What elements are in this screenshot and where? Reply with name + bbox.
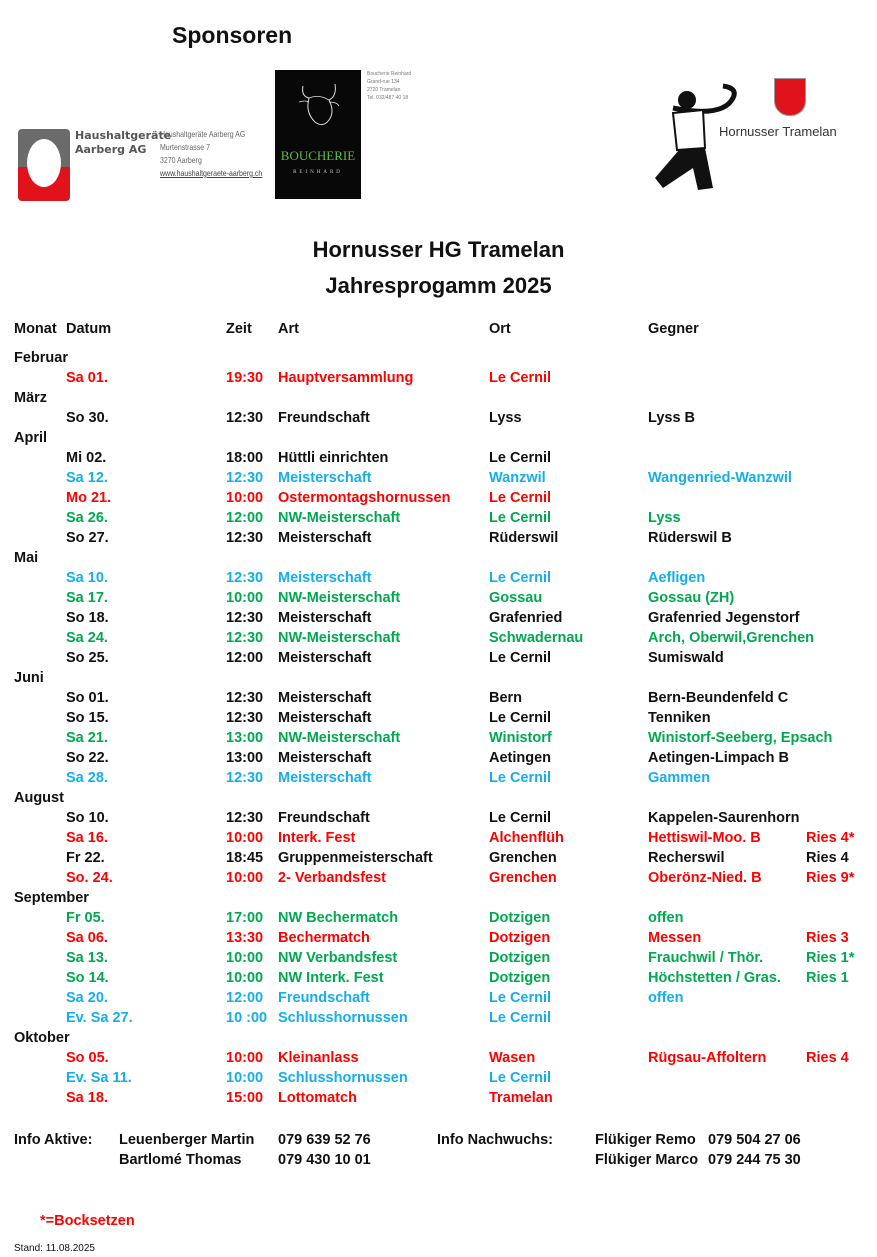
cell-date: So 10. <box>66 810 109 826</box>
cell-ort: Le Cernil <box>489 710 552 726</box>
month-label: März <box>14 390 48 406</box>
cell-gegner: offen <box>648 990 684 1006</box>
cell-time: 12:30 <box>226 530 264 546</box>
cell-gegner: Messen <box>648 930 702 946</box>
month-heading <box>0 1030 877 1050</box>
cell-time: 15:00 <box>226 1090 264 1106</box>
cell-ort: Le Cernil <box>489 1070 552 1086</box>
table-row <box>0 910 877 930</box>
contact-name: Bartlomé Thomas <box>119 1152 242 1168</box>
cell-time: 12:00 <box>226 650 264 666</box>
table-row <box>0 530 877 550</box>
cell-art: 2- Verbandsfest <box>278 870 386 886</box>
cell-ries: Ries 3 <box>806 930 849 946</box>
cell-ort: Le Cernil <box>489 770 552 786</box>
cell-time: 10:00 <box>226 1070 264 1086</box>
contact-row <box>0 1152 877 1172</box>
contact-row <box>0 1132 877 1152</box>
cell-time: 10:00 <box>226 1050 264 1066</box>
cell-art: Meisterschaft <box>278 650 372 666</box>
boucherie-logo <box>275 70 361 199</box>
club-logo-text: Hornusser Tramelan <box>719 124 837 139</box>
cell-gegner: Kappelen-Saurenhorn <box>648 810 800 826</box>
table-row <box>0 970 877 990</box>
cell-date: Mo 21. <box>66 490 112 506</box>
cell-ries: Ries 4 <box>806 1050 849 1066</box>
cell-date: Ev. Sa 11. <box>66 1070 132 1086</box>
cell-date: Sa 18. <box>66 1090 108 1106</box>
legend-note: *=Bocksetzen <box>40 1213 135 1229</box>
cell-time: 10 :00 <box>226 1010 268 1026</box>
cell-gegner: Tenniken <box>648 710 711 726</box>
cell-gegner: Höchstetten / Gras. <box>648 970 781 986</box>
cell-date: So 18. <box>66 610 109 626</box>
cell-date: Sa 01. <box>66 370 108 386</box>
cell-gegner: Gammen <box>648 770 711 786</box>
cell-time: 10:00 <box>226 830 264 846</box>
cell-art: Ostermontagshornussen <box>278 490 451 506</box>
cell-art: Freundschaft <box>278 410 370 426</box>
address-line: 3270 Aarberg <box>160 155 202 165</box>
cell-ort: Lyss <box>489 410 522 426</box>
table-row <box>0 730 877 750</box>
table-row <box>0 570 877 590</box>
cell-art: NW Verbandsfest <box>278 950 398 966</box>
cell-ort: Le Cernil <box>489 450 552 466</box>
table-row <box>0 490 877 510</box>
cell-ort: Le Cernil <box>489 490 552 506</box>
cell-ort: Bern <box>489 690 523 706</box>
cell-gegner: Gossau (ZH) <box>648 590 735 606</box>
cell-ort: Le Cernil <box>489 810 552 826</box>
cell-art: Lottomatch <box>278 1090 357 1106</box>
info-aktive-label: Info Aktive: <box>14 1132 93 1148</box>
table-row <box>0 450 877 470</box>
month-heading <box>0 670 877 690</box>
cow-icon <box>295 82 341 132</box>
table-header <box>0 321 877 341</box>
header-art: Art <box>278 321 299 337</box>
cell-time: 12:30 <box>226 610 264 626</box>
header-gegner: Gegner <box>648 321 699 337</box>
cell-date: So 05. <box>66 1050 109 1066</box>
sponsors-title: Sponsoren <box>172 22 293 48</box>
table-row <box>0 630 877 650</box>
cell-ort: Dotzigen <box>489 910 551 926</box>
cell-date: Sa 12. <box>66 470 108 486</box>
cell-art: Freundschaft <box>278 990 370 1006</box>
cell-ort: Alchenflüh <box>489 830 564 846</box>
cell-date: So. 24. <box>66 870 113 886</box>
month-heading <box>0 430 877 450</box>
cell-gegner: Aefligen <box>648 570 706 586</box>
cell-time: 10:00 <box>226 490 264 506</box>
cell-ries: Ries 1* <box>806 950 855 966</box>
cell-art: Meisterschaft <box>278 530 372 546</box>
table-row <box>0 810 877 830</box>
cell-ort: Le Cernil <box>489 570 552 586</box>
cell-art: Bechermatch <box>278 930 370 946</box>
cell-ort: Winistorf <box>489 730 552 746</box>
table-row <box>0 410 877 430</box>
cell-date: Fr 22. <box>66 850 105 866</box>
cell-ries: Ries 4 <box>806 850 849 866</box>
cell-time: 13:30 <box>226 930 264 946</box>
cell-time: 19:30 <box>226 370 264 386</box>
month-heading <box>0 790 877 810</box>
cell-date: So 01. <box>66 690 109 706</box>
cell-gegner: Aetingen-Limpach B <box>648 750 789 766</box>
table-row <box>0 370 877 390</box>
cell-gegner: Grafenried Jegenstorf <box>648 610 800 626</box>
hornusser-tramelan-logo <box>633 68 858 208</box>
cell-ort: Dotzigen <box>489 930 551 946</box>
table-row <box>0 590 877 610</box>
haushaltgeraete-address <box>160 128 262 180</box>
cell-art: Hauptversammlung <box>278 370 414 386</box>
address-line: Murtenstrasse 7 <box>160 142 210 152</box>
boucherie-address <box>367 70 411 102</box>
cell-time: 12:30 <box>226 410 264 426</box>
address-line: Boucherie Reinhard <box>367 71 412 77</box>
cell-art: Meisterschaft <box>278 710 372 726</box>
cell-ries: Ries 1 <box>806 970 849 986</box>
cell-time: 10:00 <box>226 870 264 886</box>
cell-time: 10:00 <box>226 590 264 606</box>
cell-ort: Wasen <box>489 1050 536 1066</box>
cell-date: So 27. <box>66 530 109 546</box>
contact-name: Leuenberger Martin <box>119 1132 255 1148</box>
cell-art: Schlusshornussen <box>278 1070 408 1086</box>
month-heading <box>0 390 877 410</box>
month-label: Juni <box>14 670 44 686</box>
cell-date: Sa 16. <box>66 830 108 846</box>
cell-art: NW-Meisterschaft <box>278 630 401 646</box>
logo-text-line: Aarberg AG <box>75 143 147 156</box>
hornusser-player-icon <box>643 78 763 203</box>
table-row <box>0 1090 877 1110</box>
cell-time: 12:00 <box>226 510 264 526</box>
cell-gegner: offen <box>648 910 684 926</box>
header-month: Monat <box>14 321 57 337</box>
cell-time: 12:30 <box>226 570 264 586</box>
cell-ort: Le Cernil <box>489 1010 552 1026</box>
cell-time: 12:30 <box>226 810 264 826</box>
boucherie-logo-word: BOUCHERIE <box>280 148 356 163</box>
table-row <box>0 950 877 970</box>
address-line: 2720 Tramelan <box>367 87 401 93</box>
info-nachwuchs-label: Info Nachwuchs: <box>437 1132 554 1148</box>
cell-art: Meisterschaft <box>278 570 372 586</box>
cell-date: Sa 28. <box>66 770 108 786</box>
cell-ries: Ries 9* <box>806 870 855 886</box>
cell-art: Kleinanlass <box>278 1050 359 1066</box>
cell-ries: Ries 4* <box>806 830 855 846</box>
boucherie-logo-sub: REINHARD <box>293 170 343 175</box>
cell-date: Sa 26. <box>66 510 108 526</box>
document-subtitle: Jahresprogamm 2025 <box>325 273 552 298</box>
stand-date: Stand: 11.08.2025 <box>14 1243 95 1254</box>
table-row <box>0 690 877 710</box>
table-row <box>0 930 877 950</box>
cell-time: 18:45 <box>226 850 264 866</box>
month-label: Februar <box>14 350 68 366</box>
table-row <box>0 870 877 890</box>
table-row <box>0 770 877 790</box>
month-label: Oktober <box>14 1030 70 1046</box>
cell-date: So 30. <box>66 410 109 426</box>
month-label: September <box>14 890 89 906</box>
cell-time: 17:00 <box>226 910 264 926</box>
website-link[interactable]: www.haushaltgeraete-aarberg.ch <box>160 168 263 178</box>
cell-time: 12:30 <box>226 690 264 706</box>
cell-ort: Le Cernil <box>489 990 552 1006</box>
cell-gegner: Lyss <box>648 510 681 526</box>
cell-date: Sa 21. <box>66 730 108 746</box>
contact-phone: 079 504 27 06 <box>708 1132 801 1148</box>
cell-date: Fr 05. <box>66 910 105 926</box>
contact-phone: 079 244 75 30 <box>708 1152 801 1168</box>
cell-time: 12:30 <box>226 630 264 646</box>
cell-ort: Le Cernil <box>489 370 552 386</box>
cell-ort: Grenchen <box>489 870 557 886</box>
cell-art: Interk. Fest <box>278 830 356 846</box>
cell-art: Hüttli einrichten <box>278 450 389 466</box>
header-time: Zeit <box>226 321 252 337</box>
cell-ort: Tramelan <box>489 1090 553 1106</box>
cell-date: So 22. <box>66 750 109 766</box>
cell-ort: Gossau <box>489 590 543 606</box>
cell-time: 12:30 <box>226 770 264 786</box>
cell-time: 12:30 <box>226 710 264 726</box>
address-line: Tel. 032/487 40 18 <box>367 95 409 101</box>
cell-gegner: Winistorf-Seeberg, Epsach <box>648 730 833 746</box>
cell-ort: Le Cernil <box>489 510 552 526</box>
cell-date: So 14. <box>66 970 109 986</box>
month-label: August <box>14 790 64 806</box>
cell-art: Meisterschaft <box>278 470 372 486</box>
cell-gegner: Rüderswil B <box>648 530 732 546</box>
cell-time: 18:00 <box>226 450 264 466</box>
cell-art: Meisterschaft <box>278 690 372 706</box>
cell-gegner: Hettiswil-Moo. B <box>648 830 761 846</box>
header-date: Datum <box>66 321 112 337</box>
address-line: Haushaltgeräte Aarberg AG <box>160 129 246 139</box>
cell-ort: Grenchen <box>489 850 557 866</box>
cell-art: NW-Meisterschaft <box>278 730 401 746</box>
document-title: Hornusser HG Tramelan <box>312 237 565 262</box>
cell-time: 10:00 <box>226 950 264 966</box>
table-row <box>0 650 877 670</box>
table-row <box>0 510 877 530</box>
contact-name: Flükiger Remo <box>595 1132 696 1148</box>
cell-ort: Rüderswil <box>489 530 559 546</box>
cell-gegner: Wangenried-Wanzwil <box>648 470 792 486</box>
cell-ort: Aetingen <box>489 750 552 766</box>
table-row <box>0 1010 877 1030</box>
address-line: Grand-rue 134 <box>367 79 400 85</box>
table-row <box>0 1050 877 1070</box>
cell-gegner: Oberönz-Nied. B <box>648 870 762 886</box>
month-heading <box>0 890 877 910</box>
table-row <box>0 750 877 770</box>
cell-art: Meisterschaft <box>278 610 372 626</box>
cell-art: Schlusshornussen <box>278 1010 408 1026</box>
cell-art: NW Bechermatch <box>278 910 399 926</box>
cell-time: 13:00 <box>226 730 264 746</box>
cell-ort: Dotzigen <box>489 970 551 986</box>
month-heading <box>0 550 877 570</box>
tramelan-coat-of-arms-icon <box>774 78 806 116</box>
cell-art: NW-Meisterschaft <box>278 510 401 526</box>
cell-gegner: Lyss B <box>648 410 696 426</box>
table-row <box>0 850 877 870</box>
cell-date: Sa 10. <box>66 570 108 586</box>
cell-date: Mi 02. <box>66 450 107 466</box>
table-row <box>0 830 877 850</box>
cell-ort: Le Cernil <box>489 650 552 666</box>
month-label: Mai <box>14 550 39 566</box>
cell-time: 10:00 <box>226 970 264 986</box>
contact-phone: 079 639 52 76 <box>278 1132 371 1148</box>
contact-phone: 079 430 10 01 <box>278 1152 371 1168</box>
cell-art: Gruppenmeisterschaft <box>278 850 433 866</box>
header-ort: Ort <box>489 321 511 337</box>
cell-ort: Grafenried <box>489 610 563 626</box>
table-row <box>0 990 877 1010</box>
cell-date: So 25. <box>66 650 109 666</box>
cell-date: Sa 20. <box>66 990 108 1006</box>
cell-date: Sa 17. <box>66 590 108 606</box>
table-row <box>0 610 877 630</box>
cell-date: Sa 13. <box>66 950 108 966</box>
logo-text-line: Haushaltgeräte <box>75 129 172 142</box>
cell-date: So 15. <box>66 710 109 726</box>
cell-date: Ev. Sa 27. <box>66 1010 133 1026</box>
cell-art: Meisterschaft <box>278 750 372 766</box>
cell-ort: Dotzigen <box>489 950 551 966</box>
table-row <box>0 1070 877 1090</box>
cell-gegner: Arch, Oberwil,Grenchen <box>648 630 814 646</box>
cell-ort: Wanzwil <box>489 470 546 486</box>
cell-art: Meisterschaft <box>278 770 372 786</box>
cell-time: 12:00 <box>226 990 264 1006</box>
month-label: April <box>14 430 48 446</box>
cell-gegner: Sumiswald <box>648 650 724 666</box>
cell-gegner: Bern-Beundenfeld C <box>648 690 789 706</box>
cell-time: 12:30 <box>226 470 264 486</box>
cell-art: Freundschaft <box>278 810 370 826</box>
cell-gegner: Rügsau-Affoltern <box>648 1050 767 1066</box>
cell-gegner: Recherswil <box>648 850 725 866</box>
cell-ort: Schwadernau <box>489 630 584 646</box>
cell-time: 13:00 <box>226 750 264 766</box>
month-heading <box>0 350 877 370</box>
cell-date: Sa 06. <box>66 930 108 946</box>
cell-gegner: Frauchwil / Thör. <box>648 950 764 966</box>
haushaltgeraete-logo-text <box>75 129 171 157</box>
table-row <box>0 710 877 730</box>
table-row <box>0 470 877 490</box>
contact-name: Flükiger Marco <box>595 1152 699 1168</box>
cell-date: Sa 24. <box>66 630 108 646</box>
cell-art: NW Interk. Fest <box>278 970 384 986</box>
haushaltgeraete-logo <box>18 129 70 201</box>
cell-art: NW-Meisterschaft <box>278 590 401 606</box>
